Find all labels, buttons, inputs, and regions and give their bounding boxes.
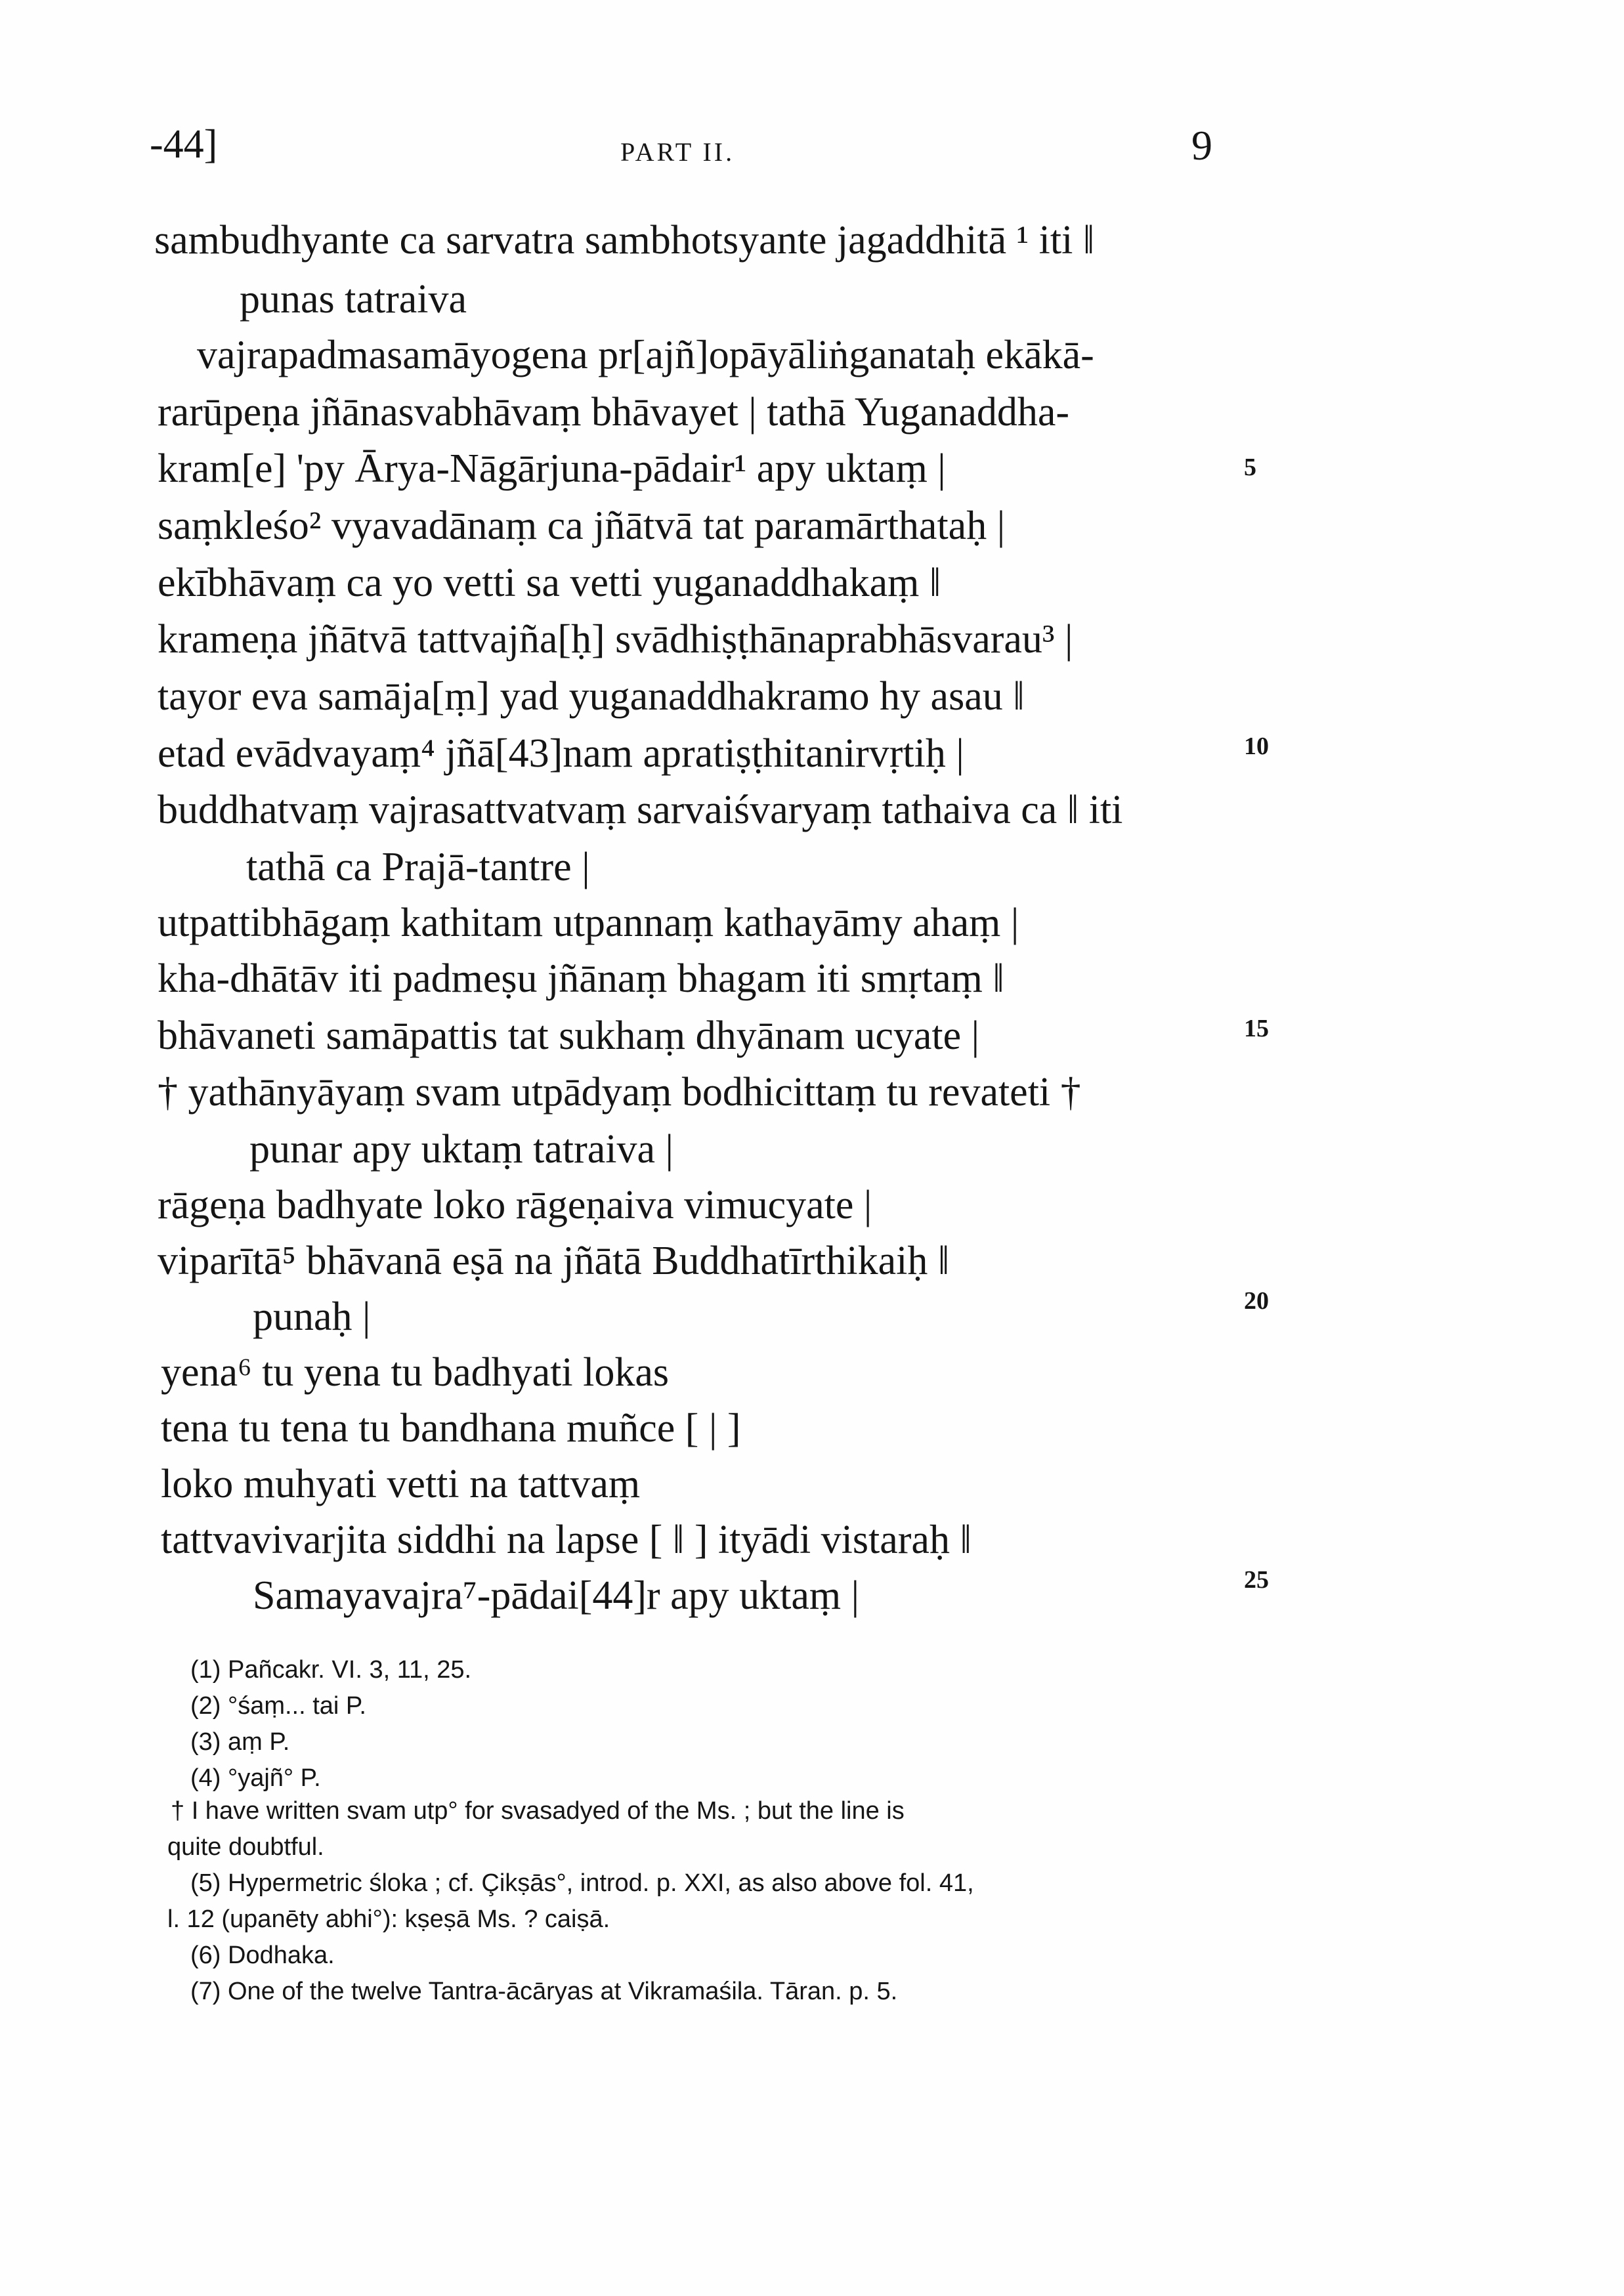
- text-line: rāgeṇa badhyate loko rāgeṇaiva vimucyate |: [158, 1183, 872, 1227]
- text-line: punas tatraiva: [240, 277, 467, 322]
- text-line: saṃkleśo² vyavadānaṃ ca jñātvā tat paramārthataḥ |: [158, 503, 1006, 548]
- footnote: (1) Pañcakr. VI. 3, 11, 25.: [190, 1656, 472, 1684]
- page-number: 9: [1191, 122, 1212, 169]
- text-line: † yathānyāyaṃ svam utpādyaṃ bodhicittaṃ tu revateti †: [158, 1070, 1081, 1115]
- footnote: (4) °yajñ° P.: [190, 1764, 321, 1792]
- text-line: ekībhāvaṃ ca yo vetti sa vetti yuganaddhakaṃ ‖: [158, 561, 941, 605]
- footnote: (6) Dodhaka.: [190, 1942, 335, 1969]
- text-line: tathā ca Prajā-tantre |: [246, 845, 590, 889]
- footnote: (2) °śaṃ... tai P.: [190, 1692, 366, 1720]
- text-line: tena tu tena tu bandhana muñce [ | ]: [161, 1406, 741, 1451]
- line-number: 20: [1244, 1287, 1269, 1315]
- text-line: buddhatvaṃ vajrasattvatvaṃ sarvaiśvaryaṃ tathaiva ca ‖ iti: [158, 788, 1123, 832]
- text-line: kram[e] 'py Ārya-Nāgārjuna-pādair¹ apy uktaṃ |: [158, 446, 946, 491]
- page-header-signature: -44]: [150, 122, 218, 167]
- text-line: Samayavajra⁷-pādai[44]r apy uktaṃ |: [253, 1573, 860, 1618]
- text-line: krameṇa jñātvā tattvajña[ḥ] svādhiṣṭhānaprabhāsvarau³ |: [158, 617, 1073, 662]
- footnote: † I have written svam utp° for svasadyed of the Ms. ; but the line is: [171, 1797, 905, 1825]
- text-line: bhāvaneti samāpattis tat sukhaṃ dhyānam ucyate |: [158, 1013, 980, 1058]
- text-line: rarūpeṇa jñānasvabhāvaṃ bhāvayet | tathā Yuganaddha-: [158, 390, 1070, 435]
- page-header-title: PART II.: [620, 137, 735, 167]
- text-line: loko muhyati vetti na tattvaṃ: [161, 1462, 641, 1506]
- line-number: 5: [1244, 454, 1256, 481]
- text-line: tattvavivarjita siddhi na lapse [ ‖ ] ityādi vistaraḥ ‖: [161, 1518, 972, 1562]
- line-number: 15: [1244, 1015, 1269, 1042]
- text-line: punar apy uktaṃ tatraiva |: [249, 1127, 673, 1172]
- text-line: kha-dhātāv iti padmeṣu jñānaṃ bhagam iti smṛtaṃ ‖: [158, 956, 1004, 1001]
- footnote: (3) aṃ P.: [190, 1728, 290, 1756]
- text-line: yena⁶ tu yena tu badhyati lokas: [161, 1350, 670, 1395]
- line-number: 10: [1244, 733, 1269, 760]
- footnote: quite doubtful.: [167, 1833, 324, 1861]
- footnote: l. 12 (upanēty abhi°): kṣeṣā Ms. ? caiṣā.: [167, 1905, 610, 1933]
- footnote: (7) One of the twelve Tantra-ācāryas at Vikramaśila. Tāran. p. 5.: [190, 1978, 898, 2005]
- line-number: 25: [1244, 1566, 1269, 1594]
- text-line: viparītā⁵ bhāvanā eṣā na jñātā Buddhatīrthikaiḥ ‖: [158, 1239, 950, 1283]
- text-line: sambudhyante ca sarvatra sambhotsyante jagaddhitā ¹ iti ‖: [154, 218, 1095, 263]
- text-line: utpattibhāgaṃ kathitam utpannaṃ kathayāmy ahaṃ |: [158, 901, 1019, 945]
- text-line: etad evādvayaṃ⁴ jñā[43]nam apratiṣṭhitanirvṛtiḥ |: [158, 731, 964, 776]
- text-line: vajrapadmasamāyogena pr[ajñ]opāyāliṅganataḥ ekākā-: [197, 333, 1094, 377]
- footnote: (5) Hypermetric śloka ; cf. Çikṣās°, introd. p. XXI, as also above fol. 41,: [190, 1869, 974, 1897]
- text-line: punaḥ |: [253, 1294, 371, 1339]
- text-line: tayor eva samāja[ṃ] yad yuganaddhakramo hy asau ‖: [158, 674, 1025, 719]
